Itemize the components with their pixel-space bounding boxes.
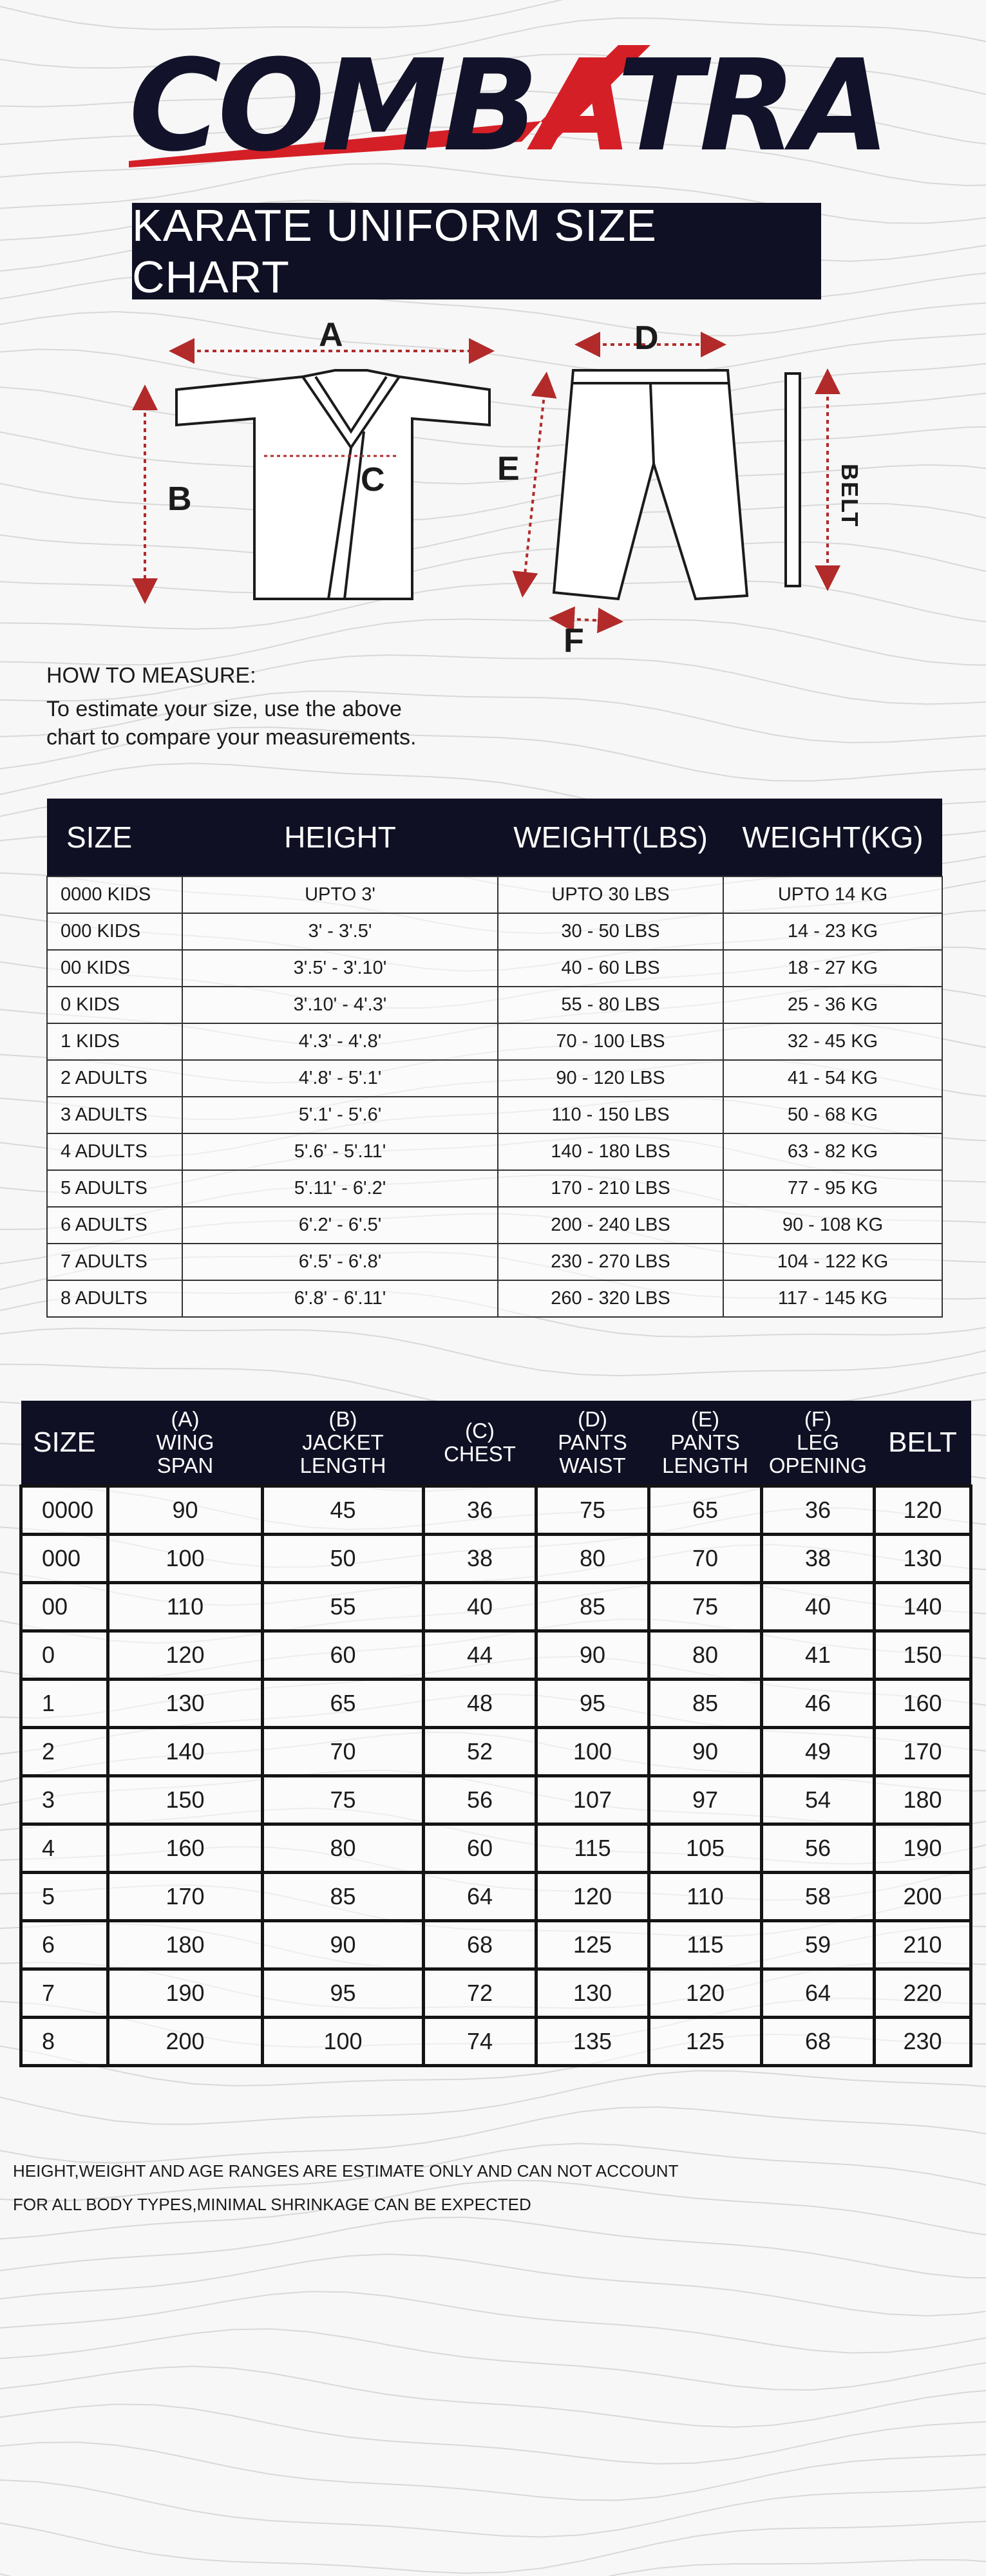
table-row <box>47 1207 942 1244</box>
table-cell-c: 36 <box>424 1486 536 1535</box>
table-cell-kg: 25 - 36 KG <box>723 987 942 1023</box>
size-table <box>46 799 942 1318</box>
table-cell-a: 130 <box>108 1680 263 1728</box>
table-cell-kg: 104 - 122 KG <box>723 1244 942 1280</box>
label-belt: BELT <box>837 464 863 528</box>
table-cell-size: 3 <box>21 1776 108 1824</box>
table-cell-f: 38 <box>762 1535 875 1583</box>
table-cell-e: 110 <box>649 1873 762 1921</box>
table-cell-lbs: 110 - 150 LBS <box>498 1097 723 1133</box>
table-cell-belt: 230 <box>875 2018 971 2066</box>
table-row <box>21 1631 971 1680</box>
col-size: SIZE <box>21 1401 108 1486</box>
table-cell-size: 0000 <box>21 1486 108 1535</box>
table-cell-kg: 117 - 145 KG <box>723 1280 942 1317</box>
table-cell-kg: 90 - 108 KG <box>723 1207 942 1244</box>
label-c: C <box>361 461 385 498</box>
table-cell-e: 90 <box>649 1728 762 1776</box>
disclaimer-line: FOR ALL BODY TYPES,MINIMAL SHRINKAGE CAN BE EXPECTED <box>13 2195 531 2214</box>
table-cell-kg: 41 - 54 KG <box>723 1060 942 1097</box>
how-to-measure-line: To estimate your size, use the above <box>46 697 402 721</box>
table-cell-d: 130 <box>536 1969 649 2018</box>
table-cell-e: 125 <box>649 2018 762 2066</box>
table-cell-c: 52 <box>424 1728 536 1776</box>
table-cell-b: 65 <box>263 1680 424 1728</box>
table-cell-b: 80 <box>263 1824 424 1873</box>
table-row <box>47 987 942 1023</box>
table-cell-height: 5'.6' - 5'.11' <box>182 1133 498 1170</box>
col-pants-waist: (D) PANTS WAIST <box>536 1401 649 1486</box>
measurement-table <box>19 1401 969 2067</box>
col-size: SIZE <box>47 799 182 876</box>
table-cell-size: 4 <box>21 1824 108 1873</box>
table-cell-height: 6'.8' - 6'.11' <box>182 1280 498 1317</box>
table-cell-b: 85 <box>263 1873 424 1921</box>
table-cell-a: 110 <box>108 1583 263 1631</box>
col-wing-span: (A) WING SPAN <box>108 1401 263 1486</box>
table-cell-d: 95 <box>536 1680 649 1728</box>
table-row <box>21 2018 971 2066</box>
table-cell-c: 56 <box>424 1776 536 1824</box>
table-cell-c: 64 <box>424 1873 536 1921</box>
size-table-header <box>47 799 942 876</box>
table-cell-kg: 18 - 27 KG <box>723 950 942 987</box>
table-cell-b: 60 <box>263 1631 424 1680</box>
table-cell-height: 5'.1' - 5'.6' <box>182 1097 498 1133</box>
table-cell-a: 140 <box>108 1728 263 1776</box>
table-cell-height: 6'.5' - 6'.8' <box>182 1244 498 1280</box>
table-cell-belt: 160 <box>875 1680 971 1728</box>
table-cell-size: 0 <box>21 1631 108 1680</box>
table-cell-d: 75 <box>536 1486 649 1535</box>
table-cell-c: 40 <box>424 1583 536 1631</box>
table-cell-size: 6 ADULTS <box>47 1207 182 1244</box>
table-cell-size: 000 <box>21 1535 108 1583</box>
table-cell-height: 3' - 3'.5' <box>182 913 498 950</box>
label-f: F <box>564 622 584 659</box>
table-cell-a: 160 <box>108 1824 263 1873</box>
table-cell-b: 55 <box>263 1583 424 1631</box>
table-cell-e: 70 <box>649 1535 762 1583</box>
table-cell-d: 135 <box>536 2018 649 2066</box>
table-cell-a: 170 <box>108 1873 263 1921</box>
table-cell-a: 200 <box>108 2018 263 2066</box>
table-cell-c: 72 <box>424 1969 536 2018</box>
table-cell-size: 8 ADULTS <box>47 1280 182 1317</box>
table-cell-kg: 50 - 68 KG <box>723 1097 942 1133</box>
table-cell-height: 6'.2' - 6'.5' <box>182 1207 498 1244</box>
table-cell-lbs: 55 - 80 LBS <box>498 987 723 1023</box>
label-a: A <box>319 316 343 354</box>
col-height: HEIGHT <box>182 799 498 876</box>
table-cell-lbs: UPTO 30 LBS <box>498 876 723 913</box>
table-row <box>21 1824 971 1873</box>
table-cell-belt: 120 <box>875 1486 971 1535</box>
table-cell-height: 3'.5' - 3'.10' <box>182 950 498 987</box>
table-cell-lbs: 230 - 270 LBS <box>498 1244 723 1280</box>
table-cell-b: 50 <box>263 1535 424 1583</box>
table-cell-belt: 170 <box>875 1728 971 1776</box>
table-cell-e: 120 <box>649 1969 762 2018</box>
table-row <box>21 1728 971 1776</box>
table-row <box>21 1680 971 1728</box>
table-cell-c: 68 <box>424 1921 536 1969</box>
table-cell-lbs: 90 - 120 LBS <box>498 1060 723 1097</box>
table-cell-size: 3 ADULTS <box>47 1097 182 1133</box>
table-cell-e: 115 <box>649 1921 762 1969</box>
table-cell-lbs: 140 - 180 LBS <box>498 1133 723 1170</box>
table-cell-b: 95 <box>263 1969 424 2018</box>
table-row <box>47 950 942 987</box>
table-cell-size: 1 KIDS <box>47 1023 182 1060</box>
belt-drawing <box>786 374 800 586</box>
table-cell-b: 90 <box>263 1921 424 1969</box>
table-cell-a: 100 <box>108 1535 263 1583</box>
col-chest: (C) CHEST <box>424 1401 536 1486</box>
table-cell-belt: 200 <box>875 1873 971 1921</box>
table-row <box>21 1776 971 1824</box>
how-to-measure-line: chart to compare your measurements. <box>46 725 417 750</box>
table-cell-size: 8 <box>21 2018 108 2066</box>
table-cell-belt: 130 <box>875 1535 971 1583</box>
table-row <box>47 876 942 913</box>
table-cell-f: 64 <box>762 1969 875 2018</box>
table-cell-c: 48 <box>424 1680 536 1728</box>
table-row <box>47 1244 942 1280</box>
table-row <box>47 1133 942 1170</box>
uniform-illustration <box>129 316 902 676</box>
table-cell-size: 2 <box>21 1728 108 1776</box>
table-cell-a: 180 <box>108 1921 263 1969</box>
table-cell-f: 41 <box>762 1631 875 1680</box>
table-row <box>21 1535 971 1583</box>
table-cell-kg: 77 - 95 KG <box>723 1170 942 1207</box>
measurement-table-header <box>21 1401 971 1486</box>
table-cell-height: UPTO 3' <box>182 876 498 913</box>
table-cell-size: 5 ADULTS <box>47 1170 182 1207</box>
table-cell-size: 4 ADULTS <box>47 1133 182 1170</box>
table-cell-lbs: 200 - 240 LBS <box>498 1207 723 1244</box>
table-cell-size: 000 KIDS <box>47 913 182 950</box>
table-row <box>47 1280 942 1317</box>
table-cell-size: 2 ADULTS <box>47 1060 182 1097</box>
label-e: E <box>497 450 520 488</box>
table-cell-a: 90 <box>108 1486 263 1535</box>
table-cell-d: 125 <box>536 1921 649 1969</box>
table-cell-belt: 210 <box>875 1921 971 1969</box>
table-cell-kg: 14 - 23 KG <box>723 913 942 950</box>
table-cell-f: 56 <box>762 1824 875 1873</box>
table-row <box>47 913 942 950</box>
table-row <box>21 1969 971 2018</box>
table-row <box>47 1023 942 1060</box>
table-cell-height: 4'.3' - 4'.8' <box>182 1023 498 1060</box>
table-cell-b: 75 <box>263 1776 424 1824</box>
table-row <box>21 1873 971 1921</box>
how-to-measure-heading: HOW TO MEASURE: <box>46 663 256 688</box>
table-cell-a: 150 <box>108 1776 263 1824</box>
table-cell-size: 6 <box>21 1921 108 1969</box>
table-cell-e: 97 <box>649 1776 762 1824</box>
brand-logo <box>129 33 887 180</box>
table-cell-belt: 150 <box>875 1631 971 1680</box>
how-to-measure <box>46 663 562 752</box>
table-cell-f: 59 <box>762 1921 875 1969</box>
table-cell-d: 115 <box>536 1824 649 1873</box>
table-cell-size: 1 <box>21 1680 108 1728</box>
table-cell-lbs: 40 - 60 LBS <box>498 950 723 987</box>
table-cell-size: 7 ADULTS <box>47 1244 182 1280</box>
table-cell-d: 85 <box>536 1583 649 1631</box>
table-cell-size: 00 KIDS <box>47 950 182 987</box>
table-cell-d: 80 <box>536 1535 649 1583</box>
table-cell-belt: 140 <box>875 1583 971 1631</box>
table-cell-f: 46 <box>762 1680 875 1728</box>
table-cell-b: 45 <box>263 1486 424 1535</box>
table-cell-size: 5 <box>21 1873 108 1921</box>
table-row <box>47 1060 942 1097</box>
table-row <box>47 1170 942 1207</box>
table-cell-e: 105 <box>649 1824 762 1873</box>
col-jacket-length: (B) JACKET LENGTH <box>263 1401 424 1486</box>
table-cell-size: 0000 KIDS <box>47 876 182 913</box>
table-cell-lbs: 70 - 100 LBS <box>498 1023 723 1060</box>
table-cell-f: 58 <box>762 1873 875 1921</box>
pants-drawing <box>554 370 747 599</box>
table-cell-b: 70 <box>263 1728 424 1776</box>
label-d: D <box>634 319 659 357</box>
table-cell-size: 7 <box>21 1969 108 2018</box>
table-cell-a: 190 <box>108 1969 263 2018</box>
table-cell-d: 100 <box>536 1728 649 1776</box>
table-row <box>21 1921 971 1969</box>
table-row <box>47 1097 942 1133</box>
logo-wordmark: COMBATRA <box>129 33 887 180</box>
table-cell-kg: 63 - 82 KG <box>723 1133 942 1170</box>
table-cell-c: 38 <box>424 1535 536 1583</box>
table-cell-height: 5'.11' - 6'.2' <box>182 1170 498 1207</box>
table-cell-e: 65 <box>649 1486 762 1535</box>
col-weight-kg: WEIGHT(KG) <box>723 799 942 876</box>
table-cell-f: 40 <box>762 1583 875 1631</box>
table-cell-f: 36 <box>762 1486 875 1535</box>
table-cell-kg: UPTO 14 KG <box>723 876 942 913</box>
table-row <box>21 1583 971 1631</box>
table-cell-f: 68 <box>762 2018 875 2066</box>
col-belt: BELT <box>875 1401 971 1486</box>
table-cell-size: 0 KIDS <box>47 987 182 1023</box>
page-title: KARATE UNIFORM SIZE CHART <box>132 203 821 299</box>
table-cell-e: 80 <box>649 1631 762 1680</box>
table-cell-lbs: 30 - 50 LBS <box>498 913 723 950</box>
table-cell-c: 44 <box>424 1631 536 1680</box>
table-cell-belt: 180 <box>875 1776 971 1824</box>
table-cell-size: 00 <box>21 1583 108 1631</box>
table-cell-lbs: 260 - 320 LBS <box>498 1280 723 1317</box>
table-cell-a: 120 <box>108 1631 263 1680</box>
col-leg-opening: (F) LEG OPENING <box>762 1401 875 1486</box>
col-pants-length: (E) PANTS LENGTH <box>649 1401 762 1486</box>
table-cell-lbs: 170 - 210 LBS <box>498 1170 723 1207</box>
table-cell-e: 75 <box>649 1583 762 1631</box>
table-cell-height: 3'.10' - 4'.3' <box>182 987 498 1023</box>
table-cell-height: 4'.8' - 5'.1' <box>182 1060 498 1097</box>
disclaimer <box>13 2154 915 2221</box>
table-cell-c: 74 <box>424 2018 536 2066</box>
table-cell-belt: 220 <box>875 1969 971 2018</box>
table-cell-f: 49 <box>762 1728 875 1776</box>
jacket-drawing <box>176 370 489 599</box>
uniform-diagram <box>129 316 902 676</box>
col-weight-lbs: WEIGHT(LBS) <box>498 799 723 876</box>
table-cell-d: 107 <box>536 1776 649 1824</box>
table-cell-kg: 32 - 45 KG <box>723 1023 942 1060</box>
table-row <box>21 1486 971 1535</box>
disclaimer-line: HEIGHT,WEIGHT AND AGE RANGES ARE ESTIMATE ONLY AND CAN NOT ACCOUNT <box>13 2161 679 2181</box>
table-cell-d: 120 <box>536 1873 649 1921</box>
table-cell-c: 60 <box>424 1824 536 1873</box>
table-cell-belt: 190 <box>875 1824 971 1873</box>
table-cell-f: 54 <box>762 1776 875 1824</box>
label-b: B <box>167 480 192 518</box>
table-cell-d: 90 <box>536 1631 649 1680</box>
table-cell-e: 85 <box>649 1680 762 1728</box>
table-cell-b: 100 <box>263 2018 424 2066</box>
